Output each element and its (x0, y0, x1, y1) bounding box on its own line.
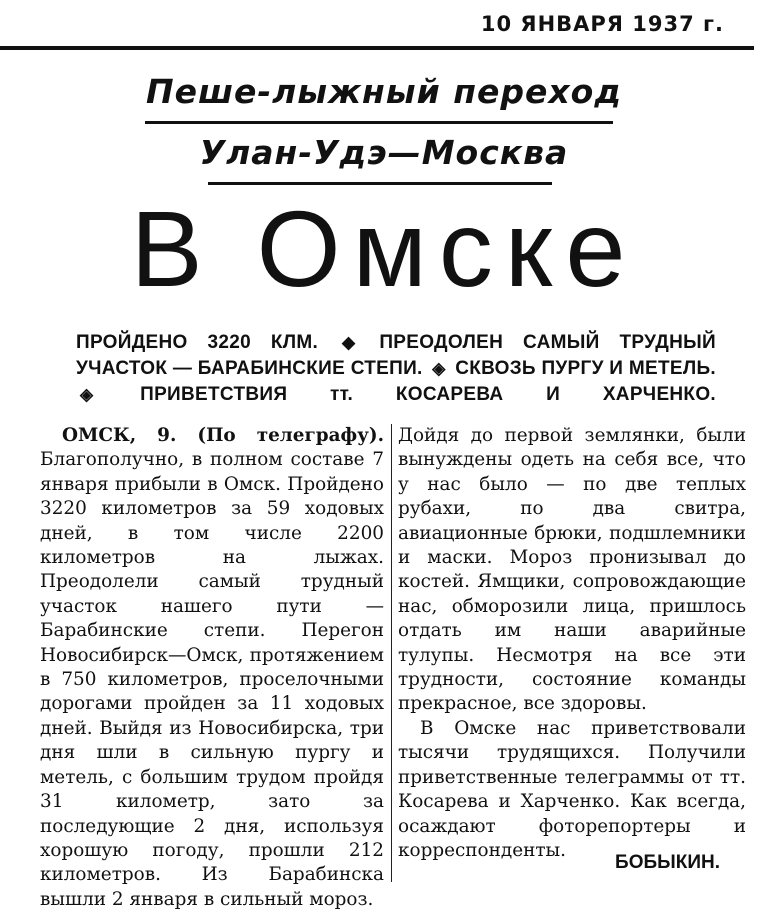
article-paragraph: В Омске нас приветствовали тысячи трудящихся. Получили приветственные телеграммы от тт. Косарева и Харченко. Как всегда, осаждают фоторепортеры и корреспонденты. (398, 717, 746, 861)
subhead-part-2: ПРЕОДОЛЕН САМЫЙ ТРУДНЫЙ УЧАСТОК — БАРАБИНСКИЕ СТЕПИ. (76, 332, 716, 379)
kicker-line-2: Улан-Удэ—Москва (199, 133, 569, 172)
kicker-underline-1 (145, 121, 613, 124)
article-paragraph: Дойдя до первой землянки, были вынуждены одеть на себя все, что у нас было — по две теплых рубахи, по два свитра, авиационные брюки, подшлемники и маски. Мороз пронизывал до костей. Ямщики, сопровождающие нас, обморозили лица, пришлось отдать им наши аварийные тулупы. Несмотря на все эти трудности, состояние команды прекрасное, все здоровы. (398, 425, 746, 715)
dateline: ОМСК, 9. (По телеграфу). (62, 425, 384, 446)
signature: БОБЫКИН. (615, 852, 720, 873)
kicker-line-1: Пеше-лыжный переход (145, 72, 623, 111)
diamond-icon: ◆ (342, 333, 356, 352)
diamond-icon: ◈ (80, 385, 94, 404)
kicker-underline-2 (208, 182, 552, 185)
subhead (76, 330, 716, 408)
article-left-column (40, 424, 384, 912)
subhead-part-1: ПРОЙДЕНО 3220 КЛМ. (76, 332, 319, 353)
article-paragraph (40, 424, 384, 912)
subhead-part-4: ПРИВЕТСТВИЯ тт. КОСАРЕВА И ХАРЧЕНКО. (140, 384, 716, 405)
top-rule (0, 46, 754, 50)
column-divider (391, 424, 392, 882)
diamond-icon: ◈ (432, 359, 446, 378)
subhead-part-3: СКВОЗЬ ПУРГУ И МЕТЕЛЬ. (455, 358, 716, 379)
date-header: 10 ЯНВАРЯ 1937 г. (480, 12, 724, 36)
article-right-column (398, 424, 746, 863)
headline: В Омске (130, 188, 638, 309)
left-column-text: Благополучно, в полном составе 7 января прибыли в Омск. Пройдено 3220 километров за 59 ходовых дней, в том числе 2200 километров на лыжах. Преодолели самый трудный участок нашего пути — Барабинские степи. Перегон Новосибирск—Омск, протяжением в 750 километров, проселочными дорогами пройден за 11 ходовых дней. Выйдя из Новосибирска, три дня шли в сильную пургу и метель, с большим трудом пройдя 31 километр, зато за последующие 2 дня, используя хорошую погоду, прошли 212 километров. Из Барабинска вышли 2 января в сильный мороз. (40, 449, 384, 910)
